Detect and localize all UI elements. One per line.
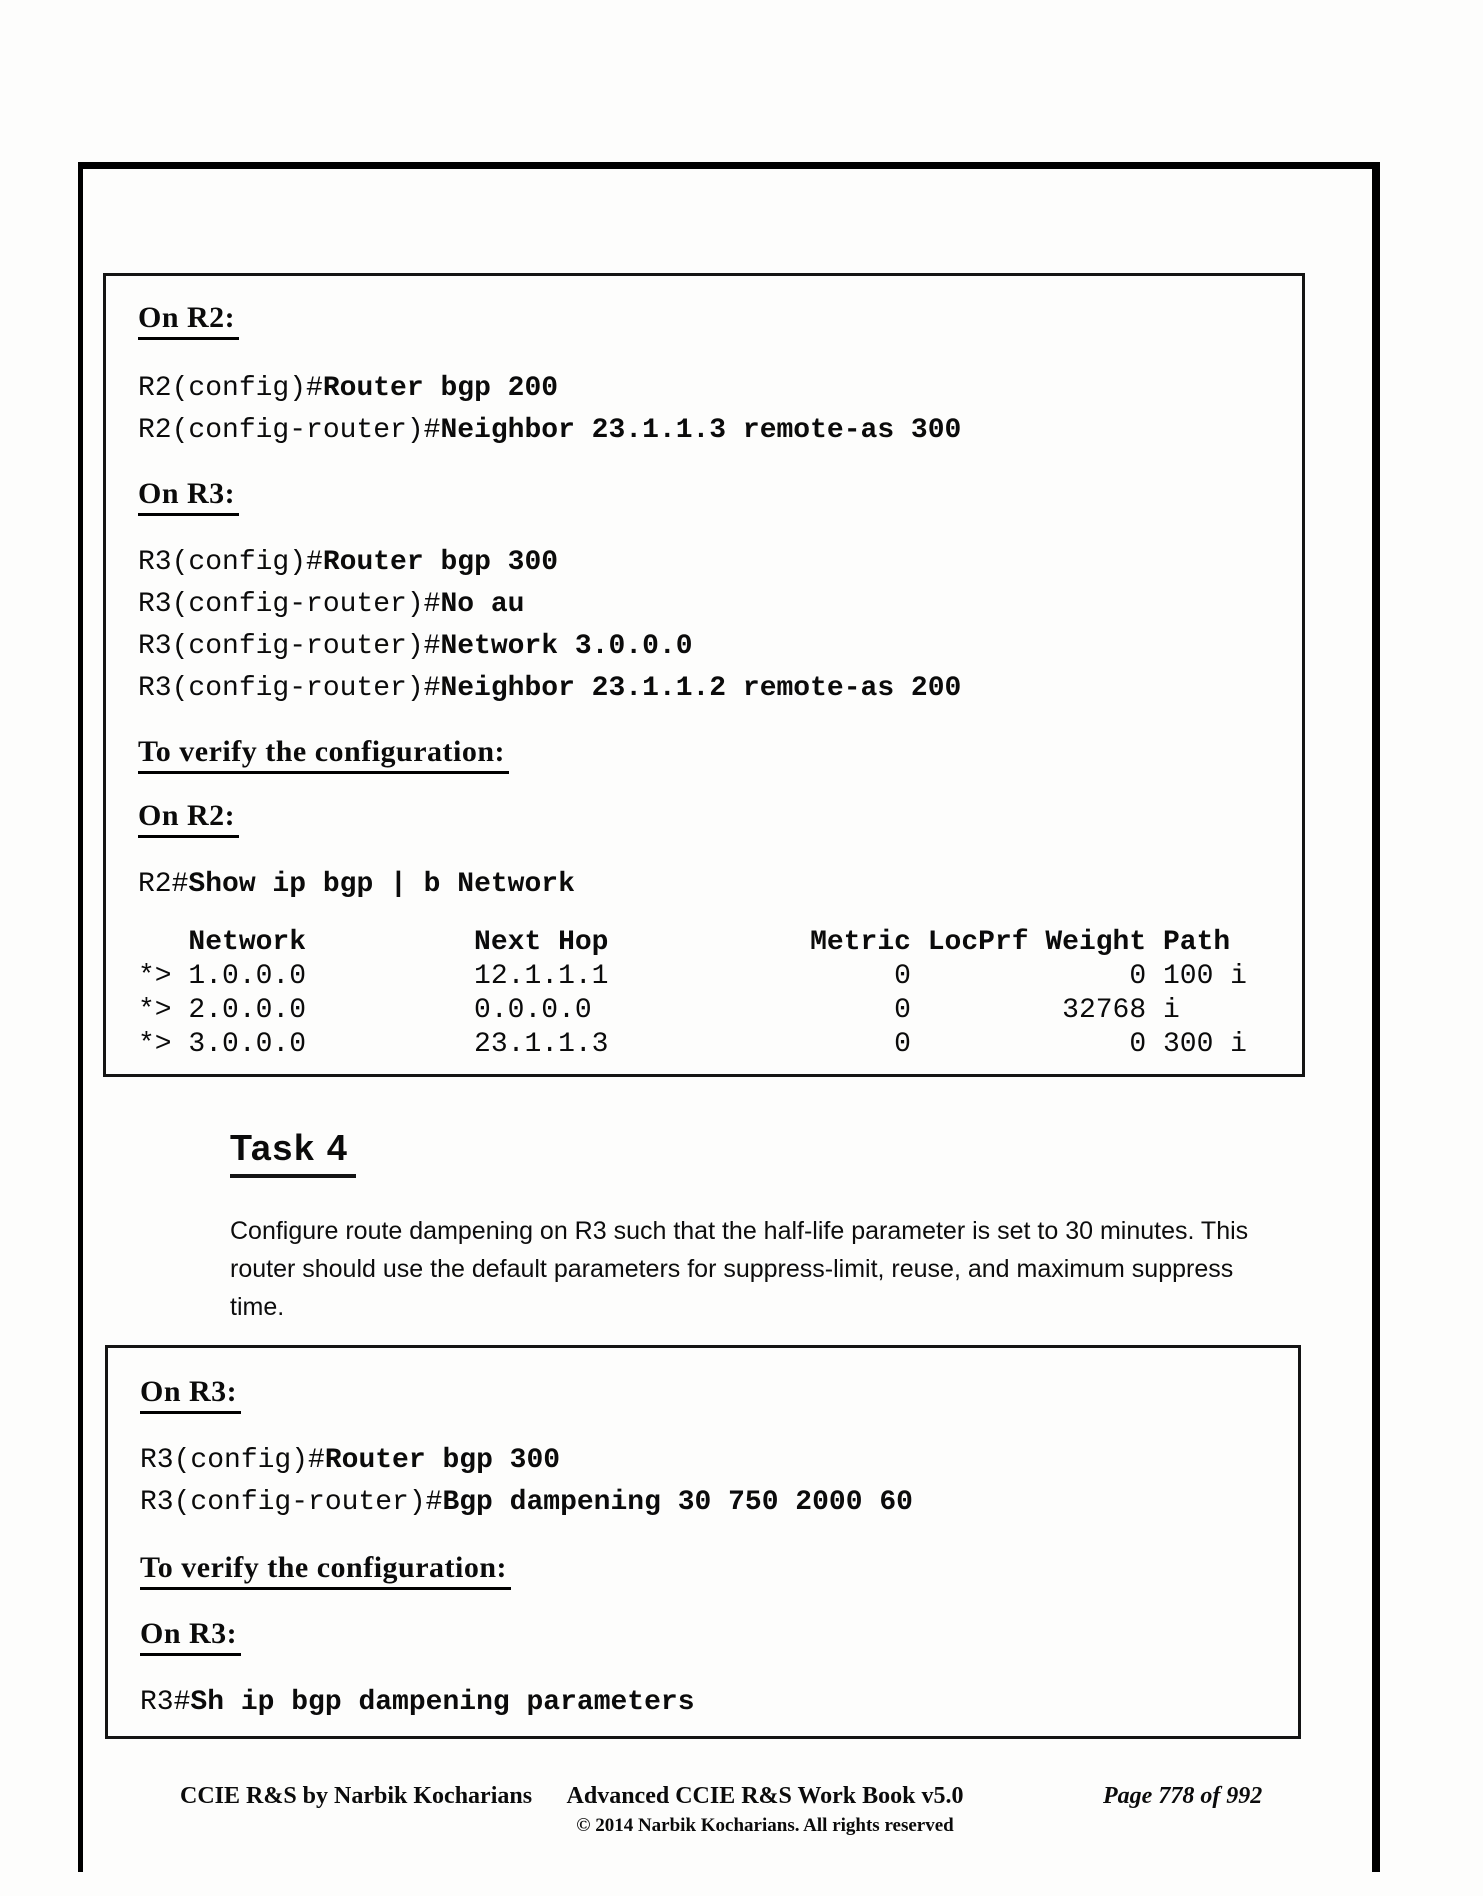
heading-wrap (138, 734, 1276, 774)
cli-command-text: Router bgp 200 (322, 373, 559, 404)
cli-command-line (140, 1482, 1272, 1524)
footer-author: CCIE R&S by Narbik Kocharians (180, 1783, 533, 1809)
cli-command-line (138, 410, 1276, 452)
heading-wrap (140, 1374, 1272, 1414)
cli-block-show-dampening (140, 1682, 1272, 1724)
cli-command-line (138, 668, 1276, 710)
cli-command-line (138, 584, 1276, 626)
cli-command-line (138, 864, 1276, 906)
cli-command-text: No au (440, 589, 525, 620)
cli-command-text: Show ip bgp | b Network (188, 869, 575, 900)
bgp-table-header: Network Next Hop Metric LocPrf Weight Path (138, 927, 1231, 958)
config-box-task3 (103, 273, 1305, 1077)
cli-prompt: R3(config-router)# (138, 673, 441, 704)
cli-command-text: Neighbor 23.1.1.2 remote-as 200 (440, 673, 962, 704)
cli-command-line (138, 368, 1276, 410)
heading-wrap (140, 1616, 1272, 1656)
task4-title: Task 4 (230, 1128, 356, 1178)
cli-command-line (138, 626, 1276, 668)
cli-command-text: Bgp dampening 30 750 2000 60 (442, 1487, 913, 1518)
cli-block-dampening (140, 1440, 1272, 1524)
footer-book-title: Advanced CCIE R&S Work Book v5.0 (566, 1783, 964, 1809)
cli-prompt: R3(config-router)# (140, 1487, 443, 1518)
bgp-table-row: *> 2.0.0.0 0.0.0.0 0 32768 i (138, 995, 1180, 1026)
cli-prompt: R2(config-router)# (138, 415, 441, 446)
footer-copyright: © 2014 Narbik Kocharians. All rights reserved (576, 1815, 954, 1836)
heading-wrap (140, 1550, 1272, 1590)
task4-description: Configure route dampening on R3 such that the half-life parameter is set to 30 minutes. This router should use the default parameters for suppress-limit, reuse, and maximum suppress time. (230, 1217, 1249, 1321)
heading-on-r2-verify: On R2: (138, 798, 239, 838)
cli-command-text: Router bgp 300 (324, 1445, 561, 1476)
cli-command-text: Network 3.0.0.0 (440, 631, 693, 662)
bgp-table-row: *> 3.0.0.0 23.1.1.3 0 0 300 i (138, 1029, 1247, 1060)
cli-command-text: Router bgp 300 (322, 547, 559, 578)
cli-prompt: R3(config-router)# (138, 589, 441, 620)
config-box-task4 (105, 1345, 1301, 1739)
cli-prompt: R3(config)# (140, 1445, 325, 1476)
heading-verify: To verify the configuration: (138, 734, 509, 774)
cli-prompt: R3(config-router)# (138, 631, 441, 662)
heading-wrap (138, 300, 1276, 340)
cli-prompt: R2(config)# (138, 373, 323, 404)
task4-section (230, 1128, 1275, 1326)
cli-block-show (138, 864, 1276, 906)
heading-on-r3: On R3: (138, 476, 239, 516)
cli-prompt: R2# (138, 869, 189, 900)
heading-wrap (138, 798, 1276, 838)
heading-wrap (138, 476, 1276, 516)
cli-command-text: Sh ip bgp dampening parameters (190, 1687, 695, 1718)
cli-command-line (140, 1440, 1272, 1482)
heading-on-r3: On R3: (140, 1374, 241, 1414)
cli-command-line (140, 1682, 1272, 1724)
heading-on-r3-verify: On R3: (140, 1616, 241, 1656)
cli-command-line (138, 542, 1276, 584)
bgp-table-output (138, 926, 1276, 1062)
footer-center (555, 1782, 975, 1838)
cli-command-text: Neighbor 23.1.1.3 remote-as 300 (440, 415, 962, 446)
bgp-table-row: *> 1.0.0.0 12.1.1.1 0 0 100 i (138, 961, 1247, 992)
cli-prompt: R3# (140, 1687, 191, 1718)
cli-prompt: R3(config)# (138, 547, 323, 578)
cli-block-r2 (138, 368, 1276, 452)
cli-block-r3 (138, 542, 1276, 710)
heading-verify: To verify the configuration: (140, 1550, 511, 1590)
footer-page-number: Page 778 of 992 (1103, 1783, 1263, 1809)
heading-on-r2: On R2: (138, 300, 239, 340)
